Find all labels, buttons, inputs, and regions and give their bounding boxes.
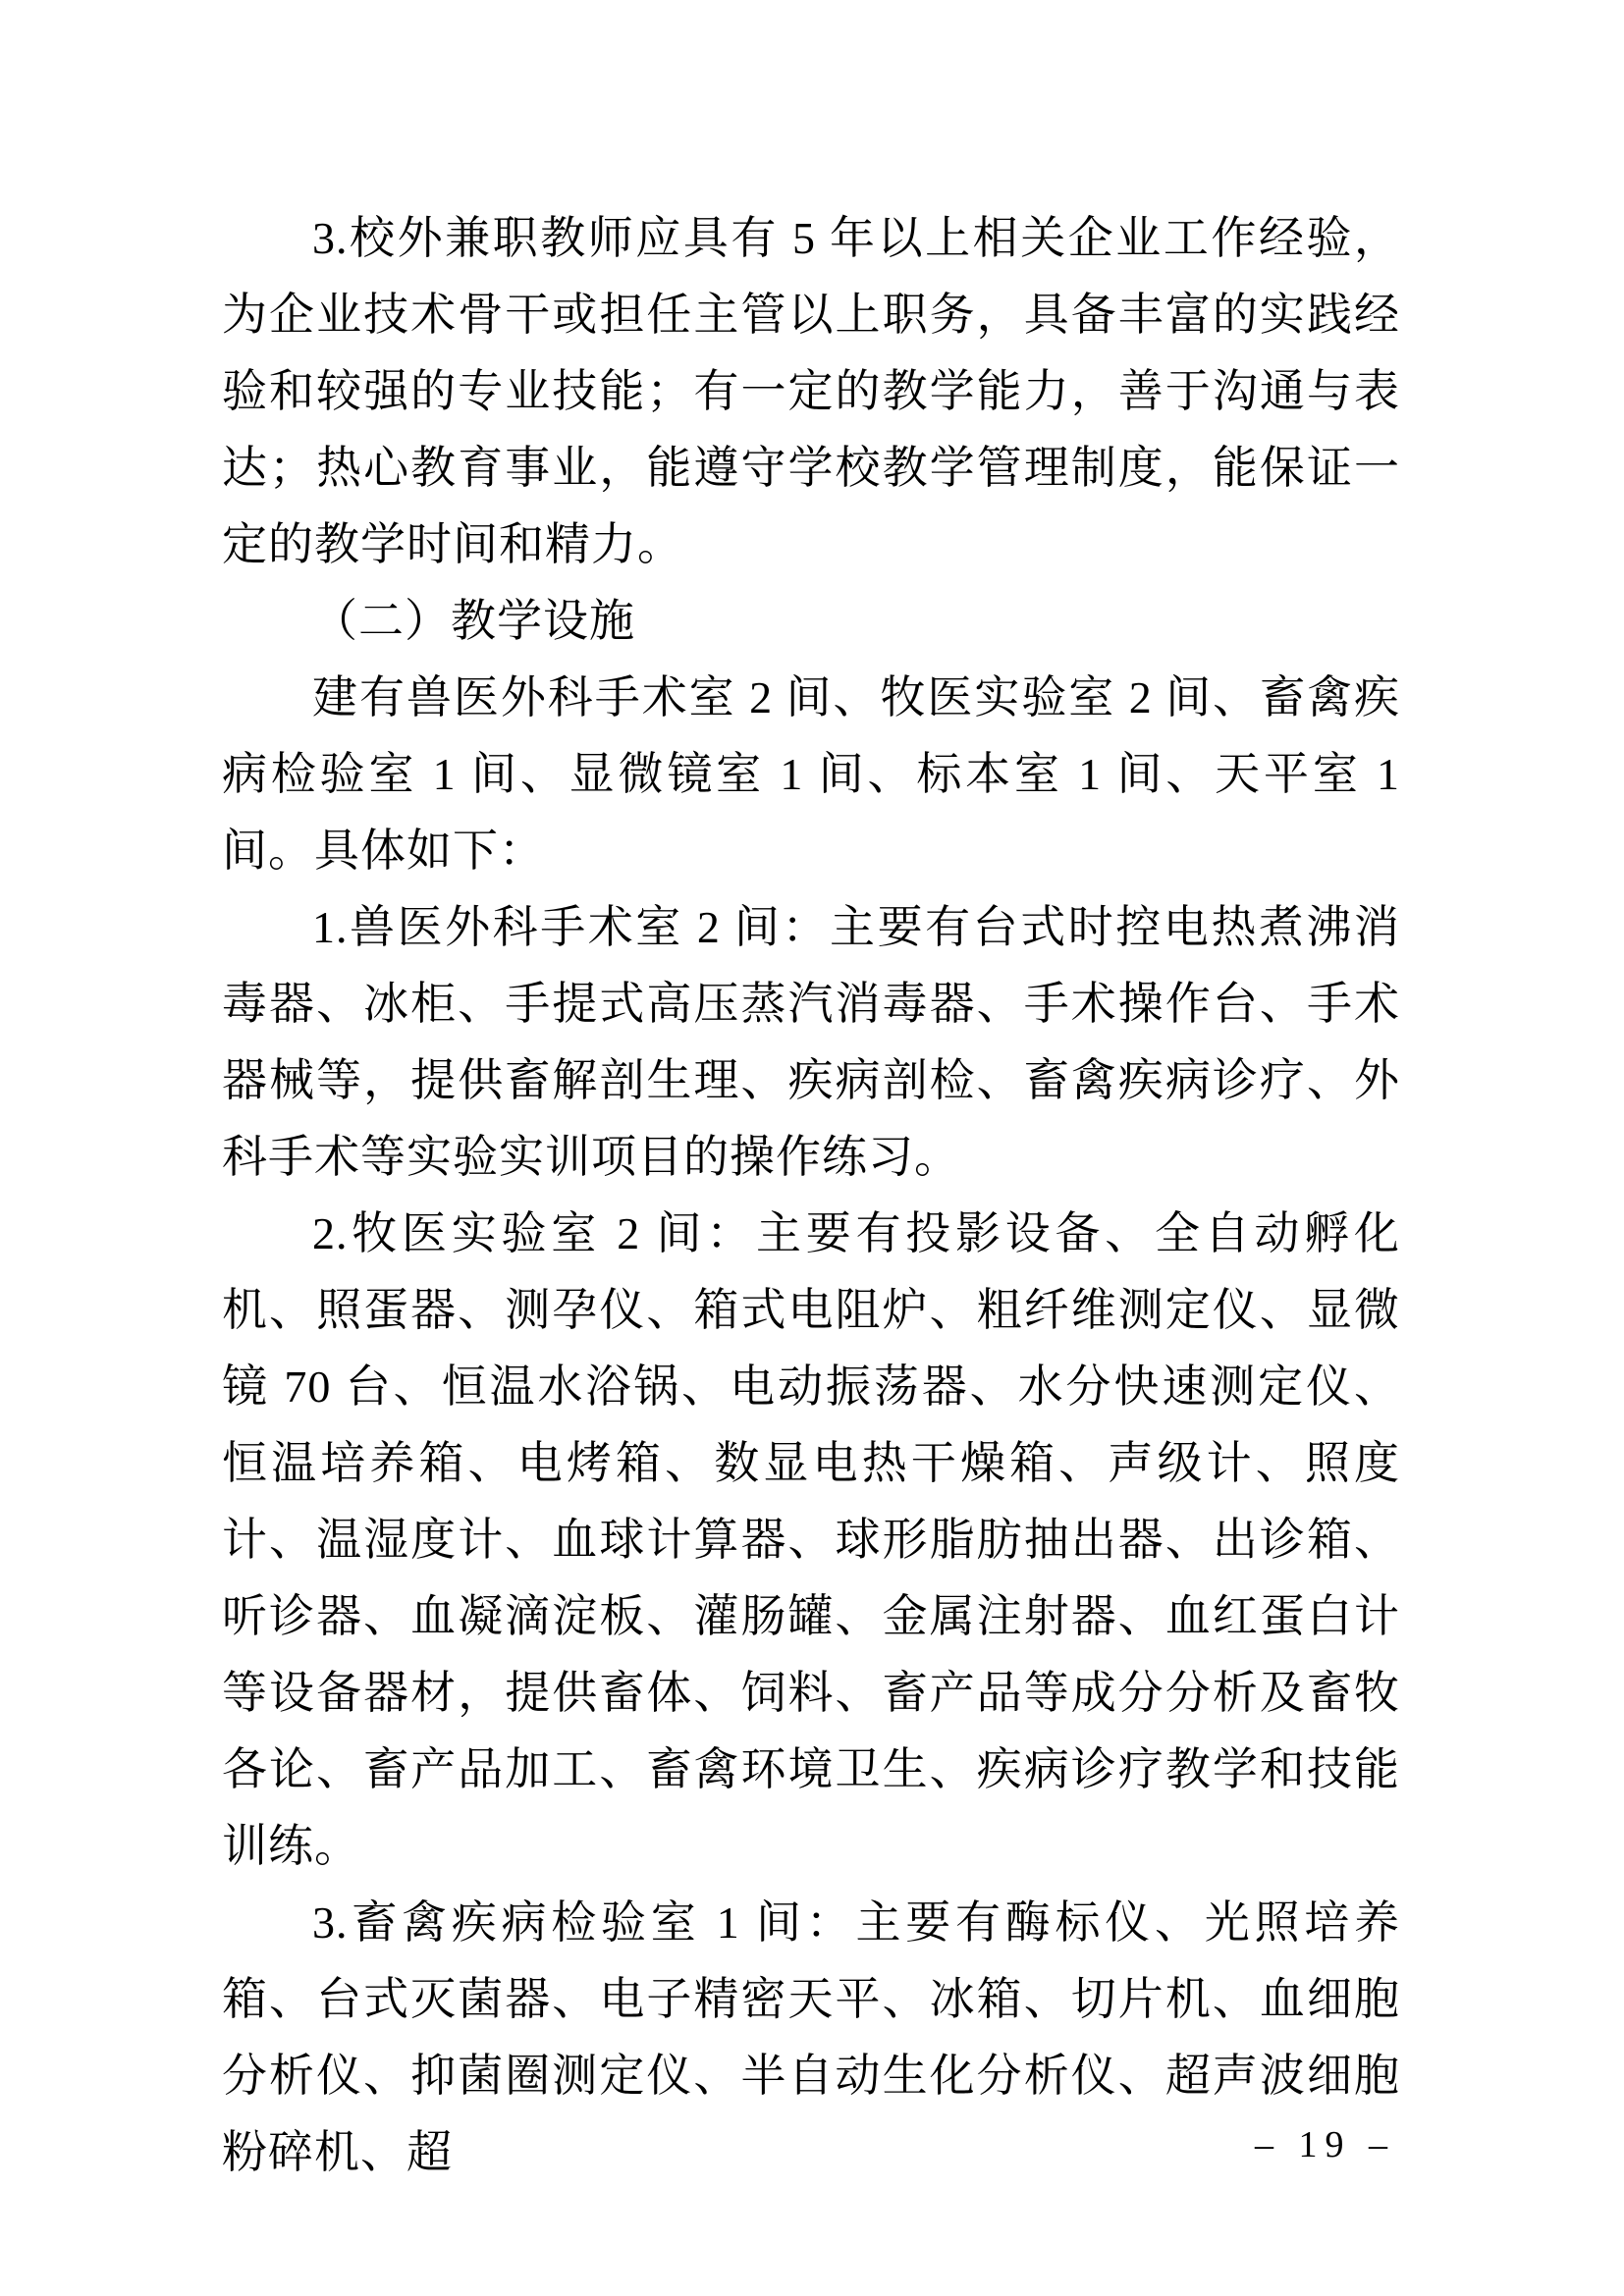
- paragraph-teacher-requirements: 3.校外兼职教师应具有 5 年以上相关企业工作经验，为企业技术骨干或担任主管以上职务，具备丰富的实践经验和较强的专业技能；有一定的教学能力，善于沟通与表达；热心教育事业，能遵守学校教学管理制度，能保证一定的教学时间和精力。: [222, 213, 1400, 569]
- section-heading-teaching-facilities: （二）教学设施: [312, 596, 635, 646]
- paragraph-facilities-overview: 建有兽医外科手术室 2 间、牧医实验室 2 间、畜禽疾病检验室 1 间、显微镜室 1 间、标本室 1 间、天平室 1 间。具体如下：: [222, 672, 1400, 876]
- paragraph-disease-inspection-room: 3.畜禽疾病检验室 1 间：主要有酶标仪、光照培养箱、台式灭菌器、电子精密天平、冰箱、切片机、血细胞分析仪、抑菌圈测定仪、半自动生化分析仪、超声波细胞粉碎机、超: [222, 1897, 1400, 2177]
- page-number: – 19 –: [1255, 2124, 1395, 2165]
- document-body: [222, 200, 1400, 2191]
- paragraph-husbandry-lab: 2.牧医实验室 2 间：主要有投影设备、全自动孵化机、照蛋器、测孕仪、箱式电阻炉、粗纤维测定仪、显微镜 70 台、恒温水浴锅、电动振荡器、水分快速测定仪、恒温培养箱、电烤箱、数显电热干燥箱、声级计、照度计、温湿度计、血球计算器、球形脂肪抽出器、出诊箱、听诊器、血凝滴淀板、灌肠罐、金属注射器、血红蛋白计等设备器材，提供畜体、饲料、畜产品等成分分析及畜牧各论、畜产品加工、畜禽环境卫生、疾病诊疗教学和技能训练。: [222, 1208, 1400, 1871]
- paragraph-surgery-room: 1.兽医外科手术室 2 间：主要有台式时控电热煮沸消毒器、冰柜、手提式高压蒸汽消毒器、手术操作台、手术器械等，提供畜解剖生理、疾病剖检、畜禽疾病诊疗、外科手术等实验实训项目的操作练习。: [222, 902, 1400, 1182]
